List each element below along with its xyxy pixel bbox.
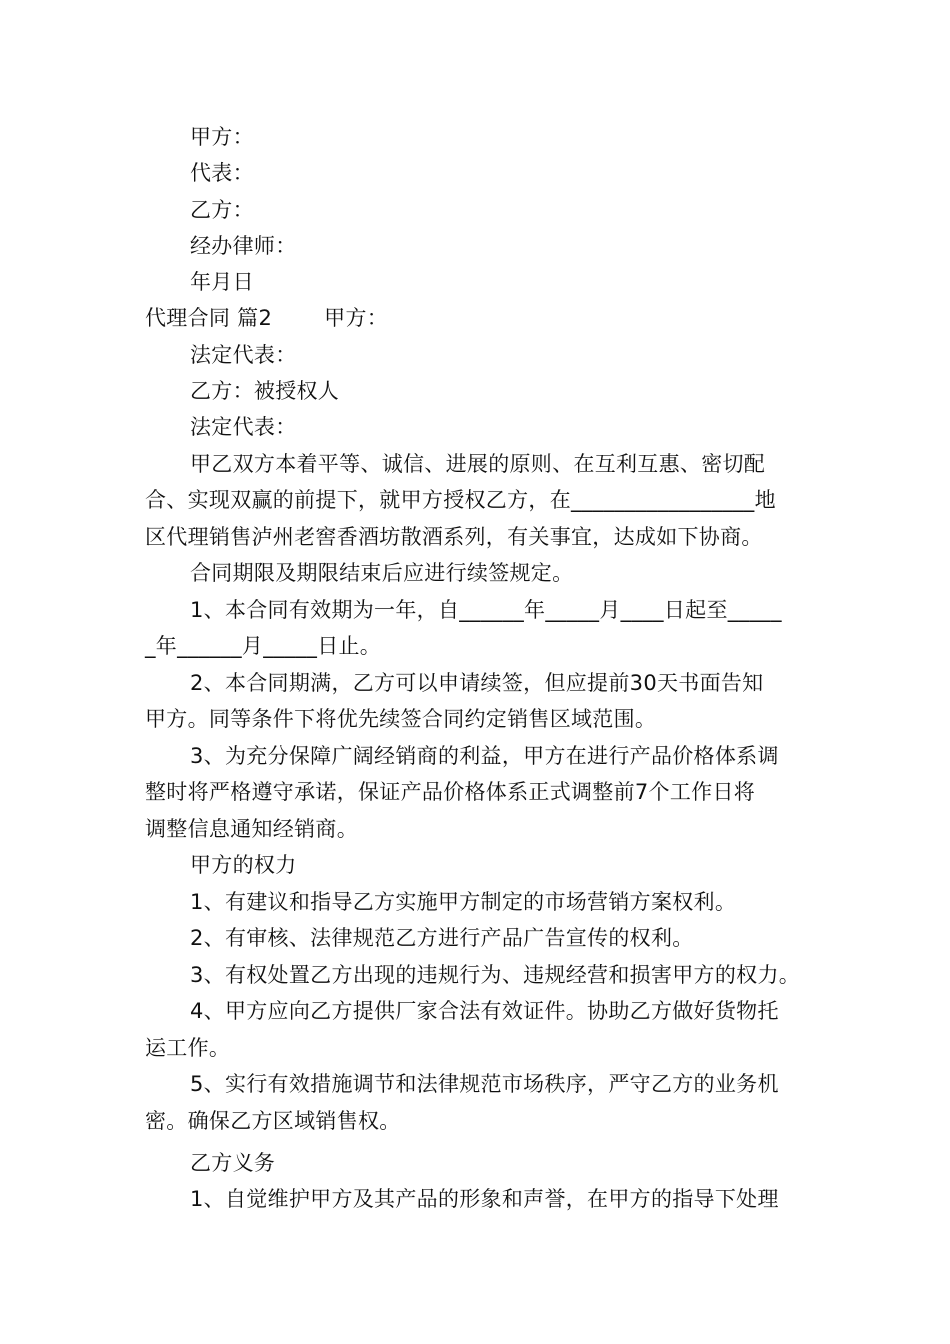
paragraph-line: 3、有权处置乙方出现的违规行为、违规经营和损害甲方的权力。 [190,963,801,987]
legal-rep-label: 法定代表： [190,343,297,367]
paragraph-line: 合同期限及期限结束后应进行续签规定。 [190,561,574,585]
paragraph-line: 密。确保乙方区域销售权。 [145,1109,401,1133]
paragraph-line: 1、有建议和指导乙方实施甲方制定的市场营销方案权利。 [190,890,737,914]
party-a-label: 甲方： [190,125,254,149]
paragraph-line: 4、甲方应向乙方提供厂家合法有效证件。协助乙方做好货物托 [190,999,779,1023]
legal-rep-label-2: 法定代表： [190,415,297,439]
paragraph-line: 整时将严格遵守承诺，保证产品价格体系正式调整前7个工作日将 [145,780,756,804]
paragraph-line: 1、本合同有效期为一年，自______年_____月____日起至_____ [190,598,782,622]
representative-label: 代表： [190,161,254,185]
paragraph-line: 2、本合同期满，乙方可以申请续签，但应提前30天书面告知 [190,671,764,695]
paragraph-line: 2、有审核、法律规范乙方进行产品广告宣传的权利。 [190,926,694,950]
contract-heading [145,304,815,332]
paragraph-line: 甲方。同等条件下将优先续签合同约定销售区域范围。 [145,707,657,731]
paragraph-line: 3、为充分保障广阔经销商的利益，甲方在进行产品价格体系调 [190,744,779,768]
paragraph-line: 1、自觉维护甲方及其产品的形象和声誉，在甲方的指导下处理 [190,1187,779,1211]
party-b-label: 乙方： [190,198,254,222]
paragraph-line: _年______月_____日止。 [145,634,382,658]
party-a-label-2: 甲方： [324,306,389,330]
section-title: 代理合同 篇2 [145,306,273,330]
paragraph-line: 5、实行有效措施调节和法律规范市场秩序，严守乙方的业务机 [190,1072,779,1096]
paragraph-line: 甲乙双方本着平等、诚信、进展的原则、在互利互惠、密切配 [190,452,766,476]
lawyer-label: 经办律师： [190,234,297,258]
paragraph-line: 调整信息通知经销商。 [145,817,358,841]
date-label: 年月日 [190,270,254,294]
paragraph-line: 区代理销售泸州老窖香酒坊散酒系列，有关事宜，达成如下协商。 [145,525,763,549]
section-heading: 乙方义务 [190,1151,276,1175]
party-b-authorized: 乙方：被授权人 [190,379,340,403]
section-heading: 甲方的权力 [190,853,297,877]
paragraph-line: 合、实现双赢的前提下，就甲方授权乙方，在_________________地 [145,488,776,512]
paragraph-line: 运工作。 [145,1036,231,1060]
